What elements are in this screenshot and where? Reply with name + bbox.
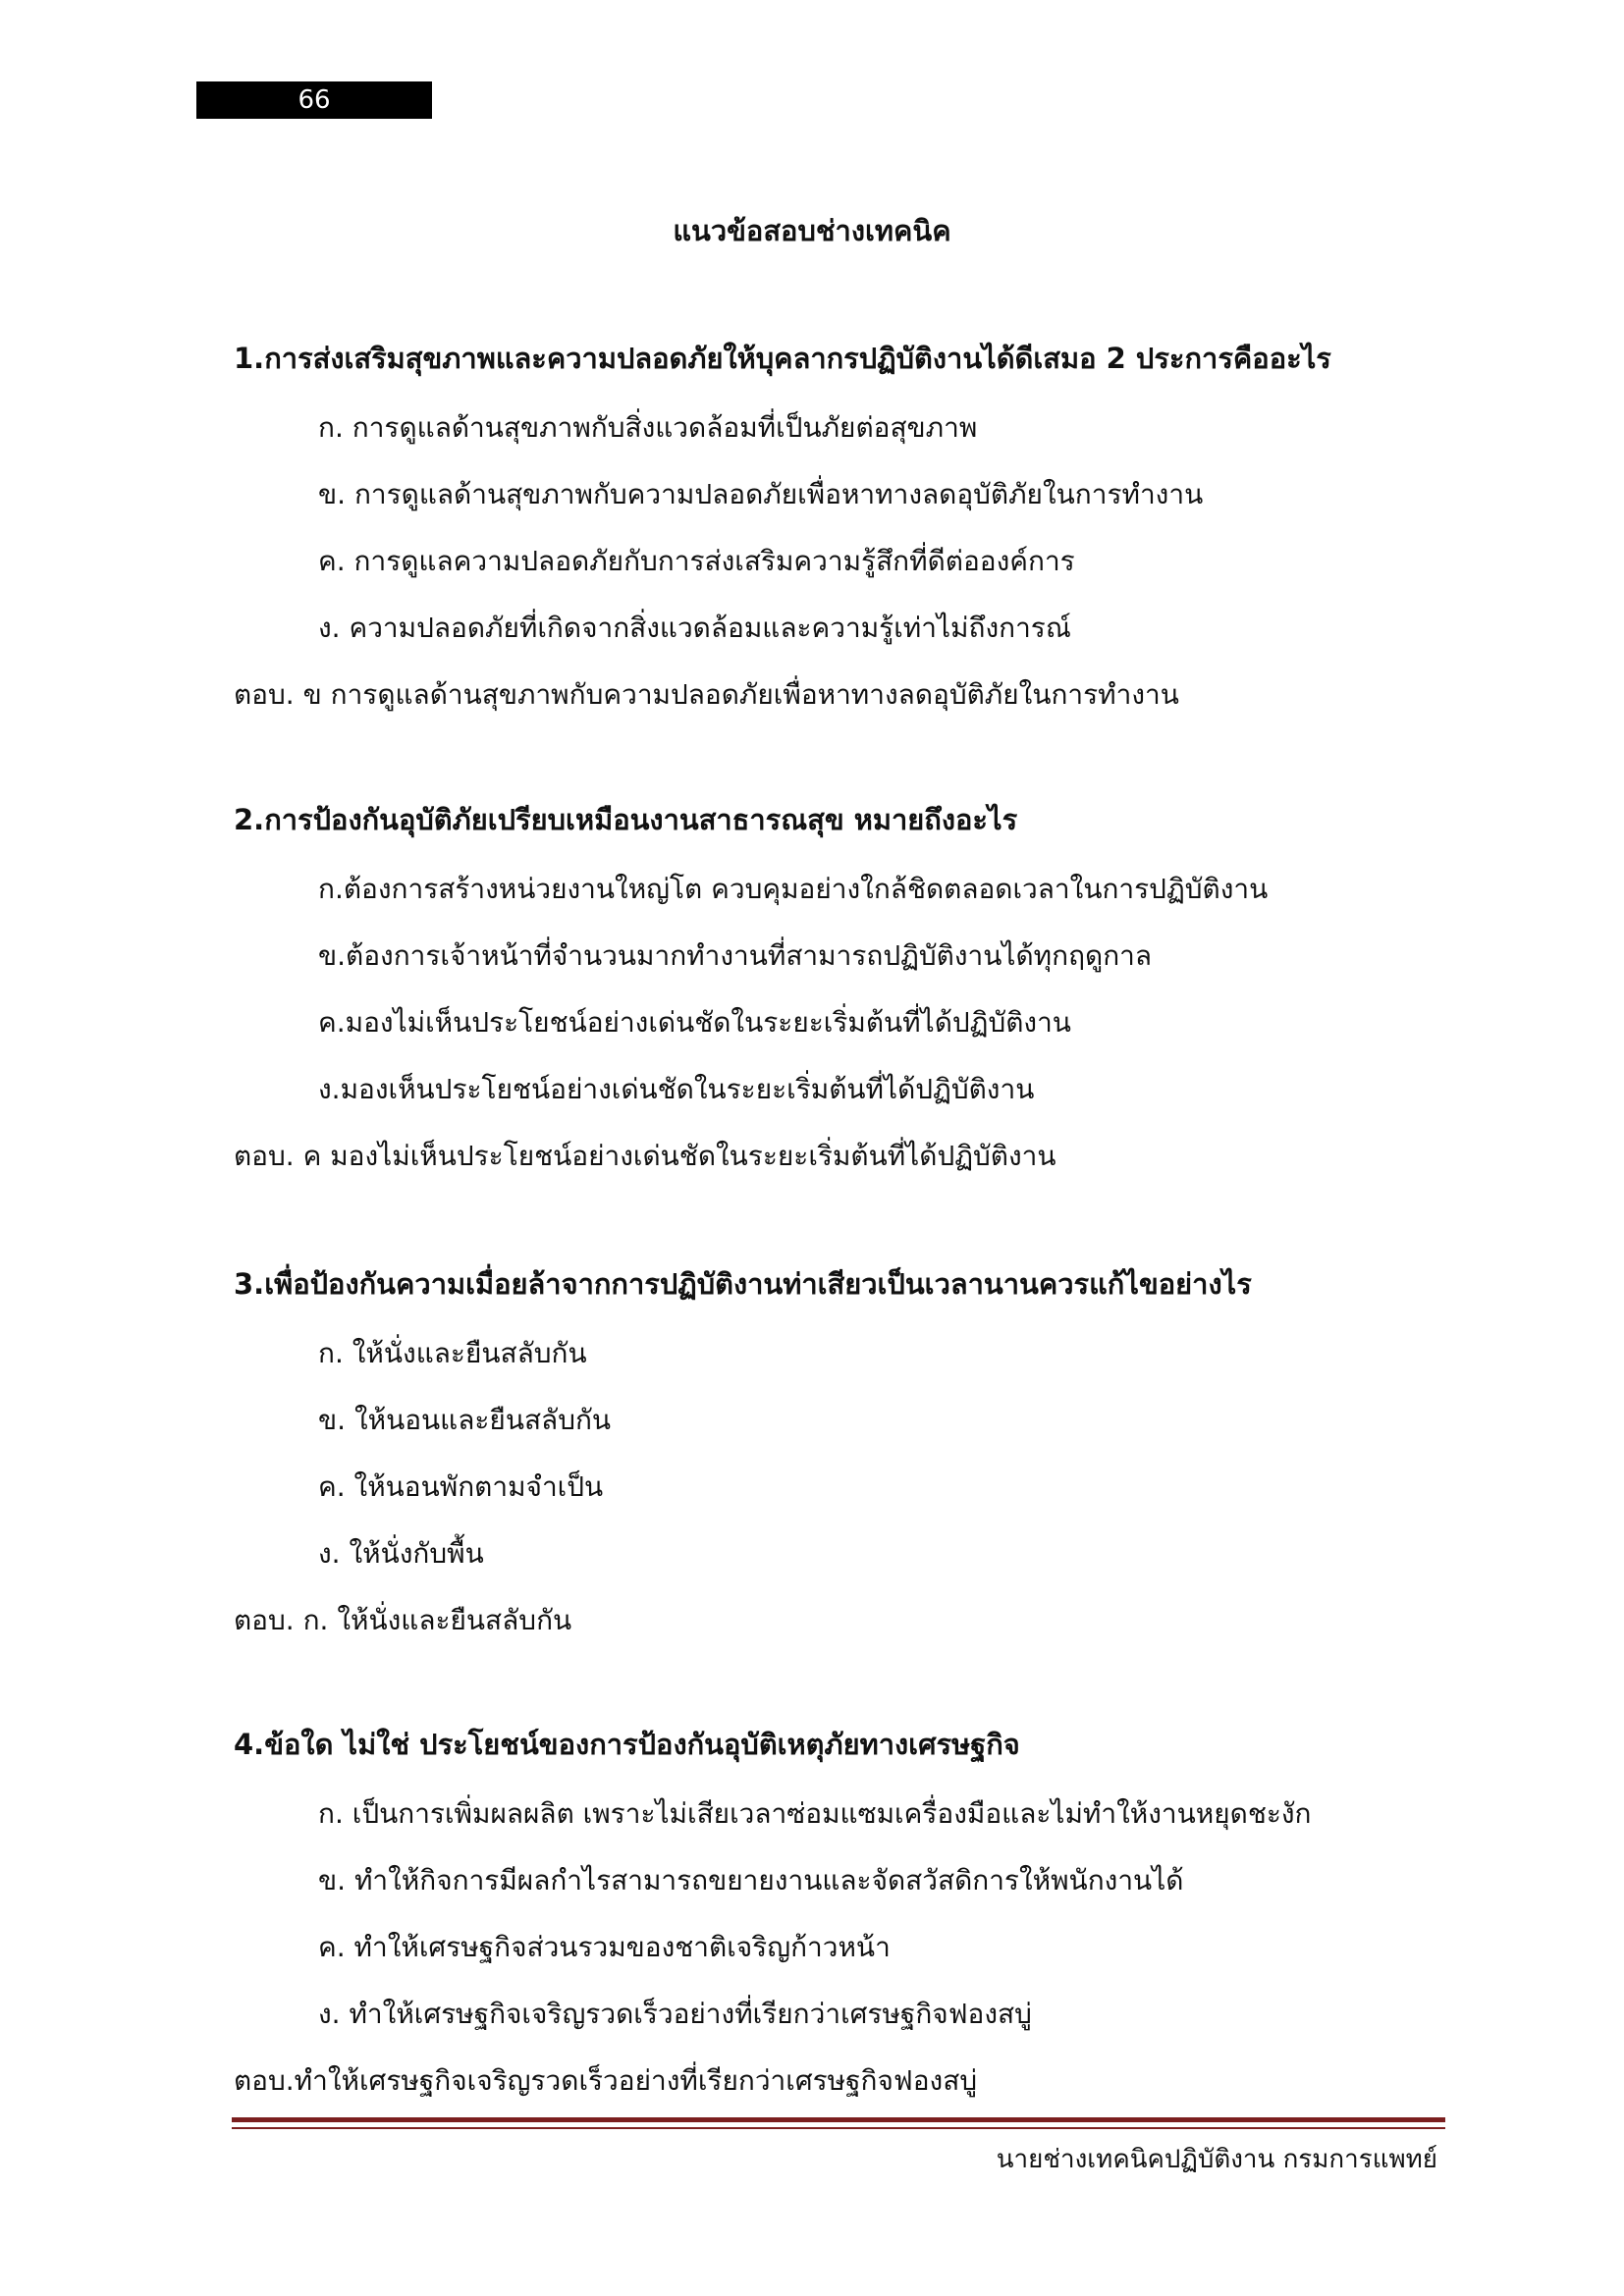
choice-a: ก. ให้นั่งและยืนสลับกัน [318,1337,587,1369]
question-title: 2.การป้องกันอุบัติภัยเปรียบเหมือนงานสาธารณสุข หมายถึงอะไร [234,803,1018,836]
choice-c: ค. ให้นอนพักตามจำเป็น [318,1470,604,1503]
choice-d: ง.มองเห็นประโยชน์อย่างเด่นชัดในระยะเริ่มต้นที่ได้ปฏิบัติงาน [318,1073,1035,1105]
question-3 [234,1259,1441,1654]
answer: ตอบ. ค มองไม่เห็นประโยชน์อย่างเด่นชัดในระยะเริ่มต้นที่ได้ปฏิบัติงาน [234,1140,1056,1172]
choice-c: ค. ทำให้เศรษฐกิจส่วนรวมของชาติเจริญก้าวหน้า [318,1931,891,1963]
page-number: 66 [196,81,432,119]
answer: ตอบ. ก. ให้นั่งและยืนสลับกัน [234,1604,572,1636]
question-1 [234,334,1441,728]
footer-rule [232,2117,1445,2122]
choice-a: ก. การดูแลด้านสุขภาพกับสิ่งแวดล้อมที่เป็นภัยต่อสุขภาพ [318,411,978,444]
footer-rule-thin [232,2127,1445,2129]
question-4 [234,1720,1441,2114]
question-title: 3.เพื่อป้องกันความเมื่อยล้าจากการปฏิบัติงานท่าเสียวเป็นเวลานานควรแก้ไขอย่างไร [234,1267,1252,1301]
choice-d: ง. ทำให้เศรษฐกิจเจริญรวดเร็วอย่างที่เรียกว่าเศรษฐกิจฟองสบู่ [318,1998,1032,2030]
choice-d: ง. ความปลอดภัยที่เกิดจากสิ่งแวดล้อมและความรู้เท่าไม่ถึงการณ์ [318,612,1071,644]
choice-b: ข. ให้นอนและยืนสลับกัน [318,1404,612,1436]
choice-c: ค. การดูแลความปลอดภัยกับการส่งเสริมความรู้สึกที่ดีต่อองค์การ [318,545,1075,577]
choice-a: ก.ต้องการสร้างหน่วยงานใหญ่โต ควบคุมอย่างใกล้ชิดตลอดเวลาในการปฏิบัติงาน [318,873,1269,905]
question-title: 4.ข้อใด ไม่ใช่ ประโยชน์ของการป้องกันอุบัติเหตุภัยทางเศรษฐกิจ [234,1728,1020,1761]
question-title: 1.การส่งเสริมสุขภาพและความปลอดภัยให้บุคลากรปฏิบัติงานได้ดีเสมอ 2 ประการคืออะไร [234,342,1331,375]
choice-b: ข.ต้องการเจ้าหน้าที่จำนวนมากทำงานที่สามารถปฏิบัติงานได้ทุกฤดูกาล [318,939,1153,972]
choice-c: ค.มองไม่เห็นประโยชน์อย่างเด่นชัดในระยะเริ่มต้นที่ได้ปฏิบัติงาน [318,1006,1071,1039]
choice-a: ก. เป็นการเพิ่มผลผลิต เพราะไม่เสียเวลาซ่อมแซมเครื่องมือและไม่ทำให้งานหยุดชะงัก [318,1797,1312,1830]
choice-b: ข. การดูแลด้านสุขภาพกับความปลอดภัยเพื่อหาทางลดอุบัติภัยในการทำงาน [318,478,1204,510]
choice-d: ง. ให้นั่งกับพื้น [318,1537,484,1570]
answer: ตอบ.ทำให้เศรษฐกิจเจริญรวดเร็วอย่างที่เรียกว่าเศรษฐกิจฟองสบู่ [234,2064,978,2097]
choice-b: ข. ทำให้กิจการมีผลกำไรสามารถขยายงานและจัดสวัสดิการให้พนักงานได้ [318,1864,1184,1896]
question-2 [234,795,1441,1190]
footer-text: นายช่างเทคนิคปฏิบัติงาน กรมการแพทย์ [996,2145,1437,2174]
answer: ตอบ. ข การดูแลด้านสุขภาพกับความปลอดภัยเพื่อหาทางลดอุบัติภัยในการทำงาน [234,678,1179,711]
page-title: แนวข้อสอบช่างเทคนิค [673,214,951,247]
